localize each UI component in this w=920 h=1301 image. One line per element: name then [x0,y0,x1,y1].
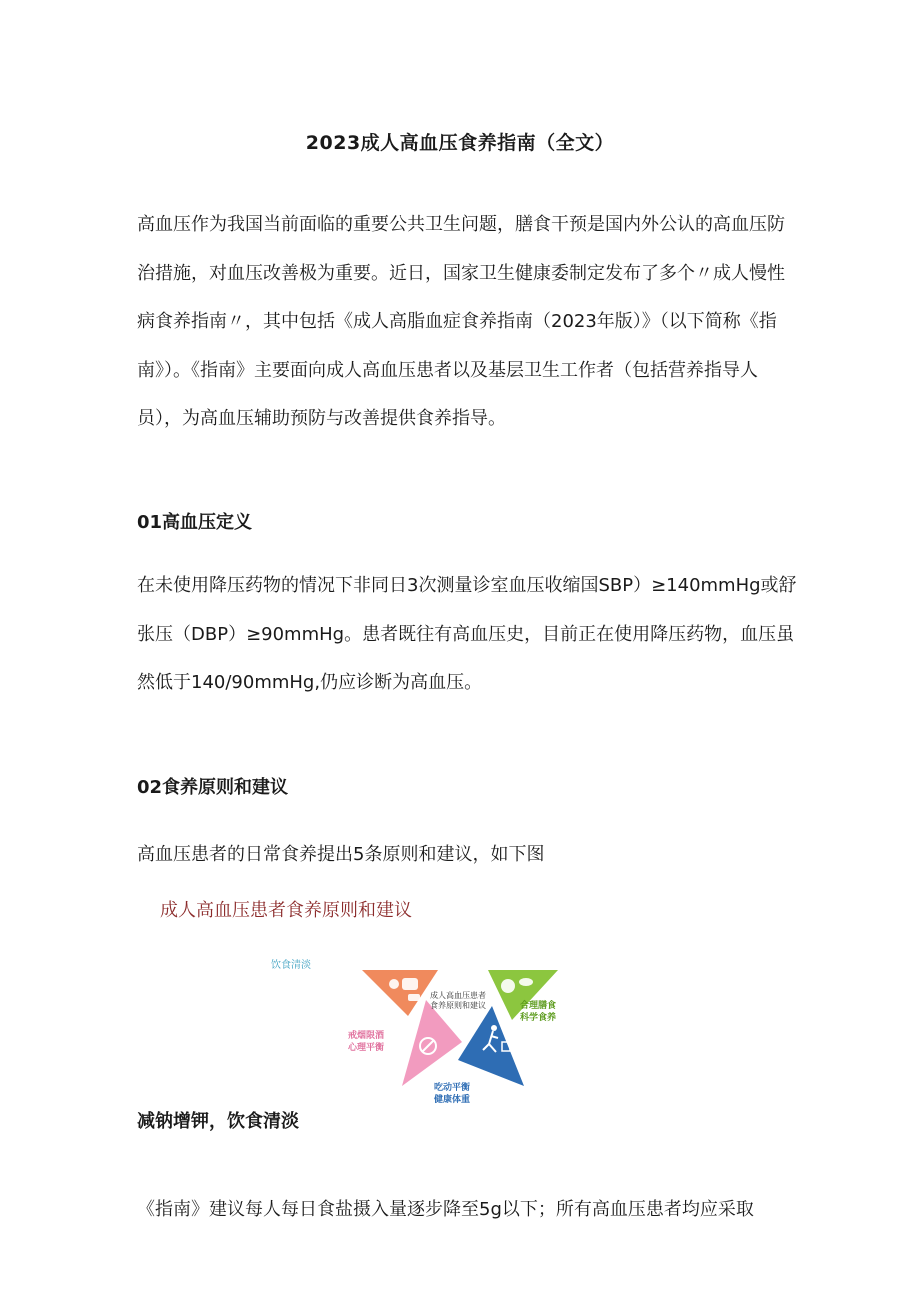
diagram-center-label-1: 成人高血压患者 [430,991,486,1000]
document-title: 2023成人高血压食养指南（全文） [305,132,615,154]
intro-paragraph: 高血压作为我国当前面临的重要公共卫生问题，膳食干预是国内外公认的高血压防治措施，对血压改善极为重要。近日，国家卫生健康委制定发布了多个〃成人慢性病食养指南〃，其中包括《成人高脂血症食养指南（2023年版）》（以下简称《指南》）。《指南》主要面向成人高血压患者以及基层卫生工作者（包括营养指导人员），为高血压辅助预防与改善提供食养指导。 [137,214,785,429]
diagram-center-label-2: 食养原则和建议 [430,1001,486,1010]
subsection-heading: 减钠增钾，饮食清淡 [137,1111,299,1132]
figure-small-label: 饮食清淡 [271,960,311,971]
diagram-left-label-1: 戒烟限酒 [348,1031,385,1041]
section-1-heading: 01高血压定义 [137,512,253,533]
subsection-body: 《指南》建议每人每日食盐摄入量逐步降至5g以下；所有高血压患者均应采取 [137,1199,754,1220]
section-2-heading: 02食养原则和建议 [137,777,289,798]
section-2-intro: 高血压患者的日常食养提出5条原则和建议，如下图 [137,844,545,865]
diagram-left-label-2: 心理平衡 [348,1043,385,1053]
principles-diagram [330,958,590,1108]
diagram-right-label-2: 科学食养 [520,1013,557,1023]
figure-caption: 成人高血压患者食养原则和建议 [160,900,412,921]
diagram-bottom-label-1: 吃动平衡 [434,1083,471,1093]
diagram-right-label-1: 合理膳食 [520,1001,557,1011]
section-1-body: 在未使用降压药物的情况下非同日3次测量诊室血压收缩国SBP）≥140mmHg或舒张压（DBP）≥90mmHg。患者既往有高血压史，目前正在使用降压药物，血压虽然低于140/90mmHg,仍应诊断为高血压。 [137,575,797,693]
diagram-bottom-label-2: 健康体重 [434,1095,471,1105]
